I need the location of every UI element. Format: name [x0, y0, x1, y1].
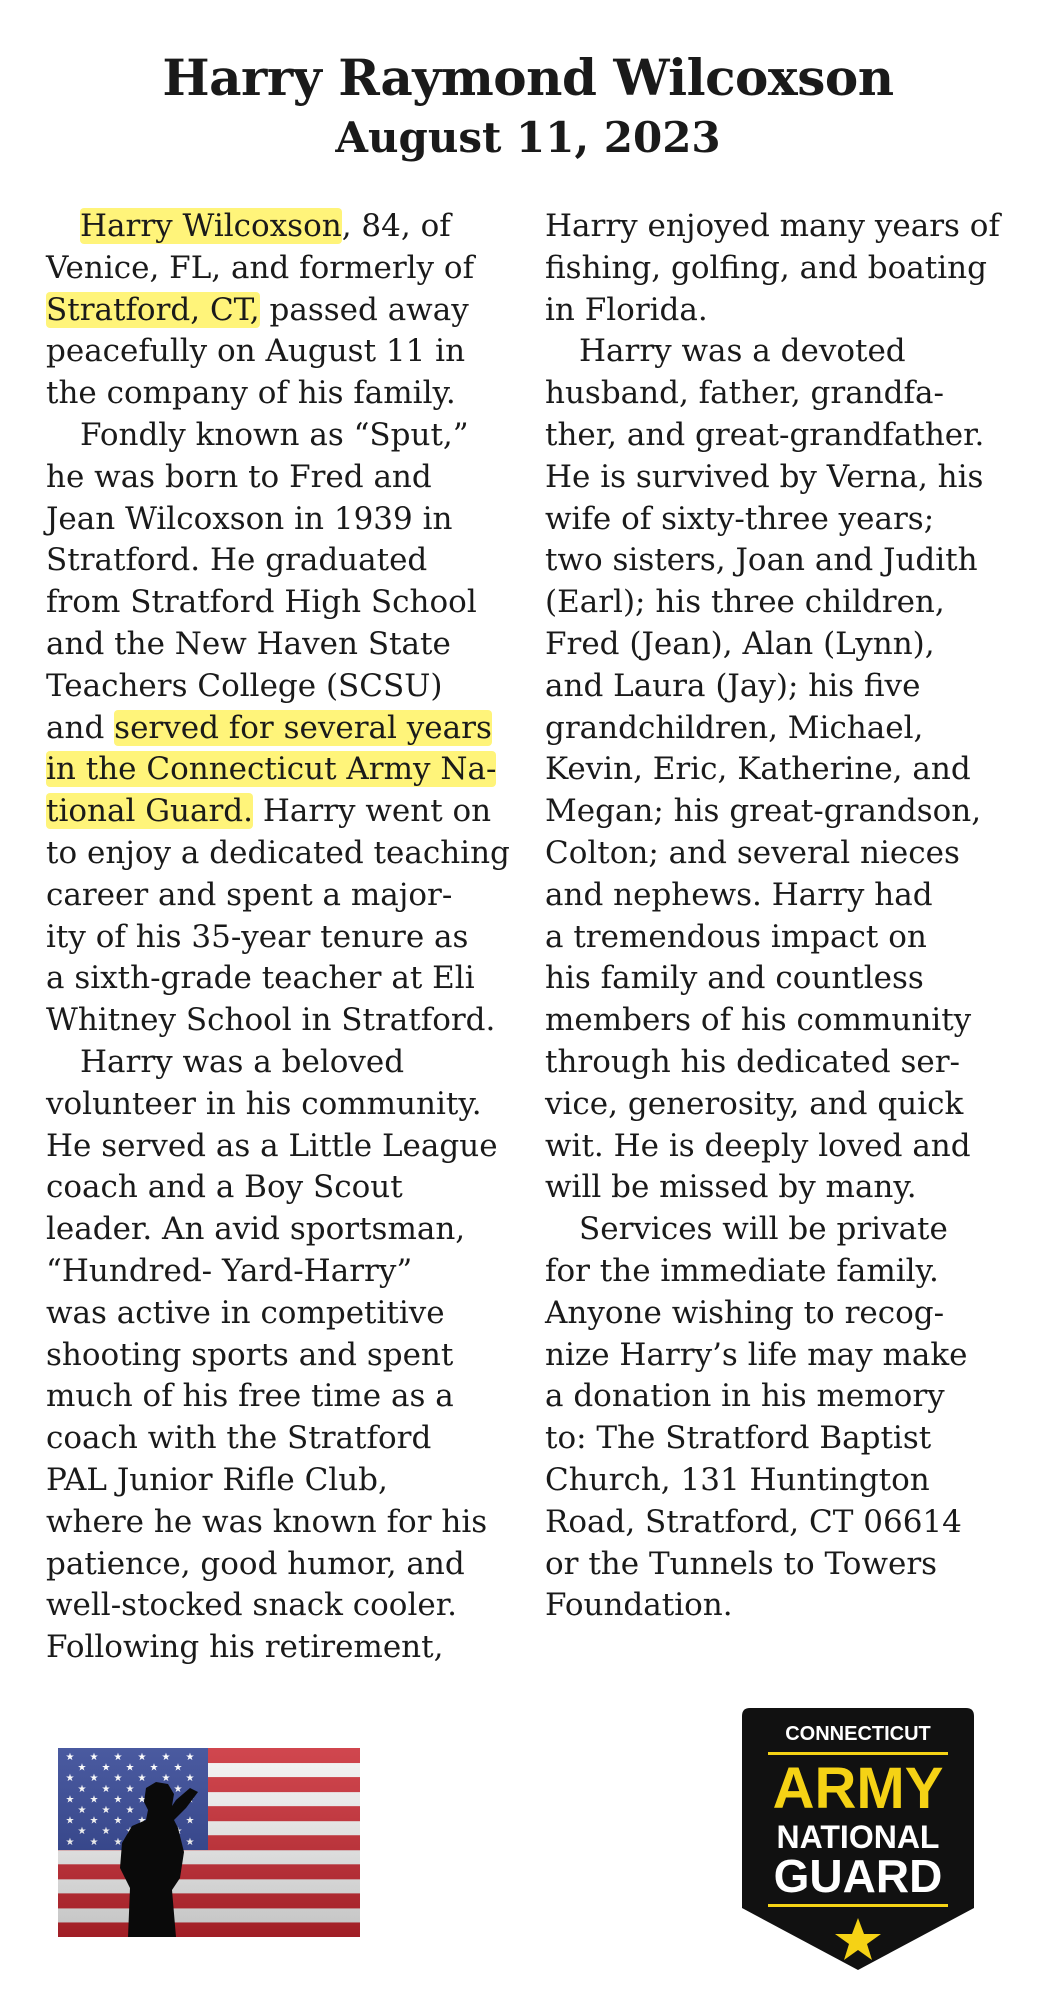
line-text: in Florida.: [545, 291, 708, 328]
text-line: [46, 875, 510, 917]
text-line: [545, 582, 1000, 624]
line-text: well-stocked snack cooler.: [46, 1587, 457, 1624]
text-line: [545, 1418, 1000, 1460]
text-line: [545, 917, 1000, 959]
text-line: [46, 540, 510, 582]
text-line: [545, 1251, 1000, 1293]
text-line: [545, 958, 1000, 1000]
text-line: [46, 331, 510, 373]
text-line: [545, 415, 1000, 457]
text-line: [46, 1460, 510, 1502]
text-line: [46, 499, 510, 541]
text-line: [46, 1376, 510, 1418]
text-line: [46, 666, 510, 708]
line-text: passed away: [259, 291, 469, 328]
text-line: [545, 1502, 1000, 1544]
line-text: for the immediate family.: [545, 1252, 939, 1289]
line-text: nize Harry’s life may make: [545, 1336, 968, 1373]
text-line: [545, 1544, 1000, 1586]
line-text: “Hundred- Yard-Harry”: [46, 1252, 413, 1289]
obituary-date: August 11, 2023: [335, 113, 721, 162]
text-line: [46, 1293, 510, 1335]
text-line: [545, 373, 1000, 415]
text-line: [46, 833, 510, 875]
line-text: Following his retirement,: [46, 1629, 444, 1666]
text-line: [46, 708, 510, 750]
text-line: [46, 457, 510, 499]
text-line: [545, 791, 1000, 833]
text-line: [46, 1418, 510, 1460]
line-text: Harry was a devoted: [579, 333, 906, 370]
line-text: Venice, FL, and formerly of: [46, 249, 475, 286]
text-line: [46, 1585, 510, 1627]
line-text: and Laura (Jay); his five: [545, 667, 921, 704]
line-text: fishing, golfing, and boating: [545, 249, 987, 286]
line-text: his family and countless: [545, 960, 924, 997]
text-line: [46, 1209, 510, 1251]
text-line: [545, 1084, 1000, 1126]
text-line: [46, 290, 510, 332]
line-text: wit. He is deeply loved and: [545, 1127, 971, 1164]
text-line: [545, 1293, 1000, 1335]
badge-line-army: ARMY: [772, 1756, 944, 1821]
text-line: [46, 1544, 510, 1586]
line-text: to enjoy a dedicated teaching: [46, 834, 510, 871]
line-text: to: The Stratford Baptist: [545, 1420, 932, 1457]
line-text: ity of his 35-year tenure as: [46, 918, 469, 955]
text-line: [46, 749, 510, 791]
text-line: [46, 1167, 510, 1209]
text-line: [545, 708, 1000, 750]
line-text: through his dedicated ser-: [545, 1043, 961, 1080]
text-line: [545, 499, 1000, 541]
line-text: and: [46, 709, 115, 746]
line-text: shooting sports and spent: [46, 1336, 454, 1373]
line-text: Whitney School in Stratford.: [46, 1002, 496, 1039]
highlighted-text: served for several years: [114, 709, 492, 746]
text-line: [545, 666, 1000, 708]
line-text: He is survived by Verna, his: [545, 458, 984, 495]
line-text: Stratford. He graduated: [46, 542, 428, 579]
line-text: coach and a Boy Scout: [46, 1169, 403, 1206]
text-line: [545, 457, 1000, 499]
line-text: and the New Haven State: [46, 625, 451, 662]
line-text: Anyone wishing to recog-: [545, 1294, 945, 1331]
text-line: [545, 248, 1000, 290]
badge-line-connecticut: CONNECTICUT: [785, 1723, 931, 1745]
text-line: [46, 1042, 510, 1084]
text-line: [545, 540, 1000, 582]
text-line: [545, 1000, 1000, 1042]
text-line: [46, 917, 510, 959]
text-line: [46, 1000, 510, 1042]
line-text: vice, generosity, and quick: [545, 1085, 964, 1122]
line-text: peacefully on August 11 in: [46, 333, 466, 370]
american-flag-icon: [58, 1748, 360, 1937]
text-line: [46, 1251, 510, 1293]
army-national-guard-badge: [742, 1708, 974, 1970]
text-line: [545, 206, 1000, 248]
text-line: [46, 206, 510, 248]
highlighted-text: tional Guard.: [46, 793, 253, 830]
text-line: [545, 875, 1000, 917]
line-text: ther, and great-grandfather.: [545, 416, 985, 453]
text-line: [545, 624, 1000, 666]
line-text: Harry went on: [252, 793, 492, 830]
highlighted-text: in the Connecticut Army Na-: [46, 751, 497, 788]
line-text: PAL Junior Rifle Club,: [46, 1461, 388, 1498]
line-text: where he was known for his: [46, 1503, 488, 1540]
line-text: husband, father, grandfa-: [545, 375, 944, 412]
text-line: [545, 833, 1000, 875]
line-text: Teachers College (SCSU): [46, 667, 443, 704]
text-line: [46, 1627, 510, 1669]
right-text-column: [545, 206, 1000, 1627]
highlighted-text: Stratford, CT,: [46, 291, 260, 328]
line-text: Harry enjoyed many years of: [545, 208, 1000, 244]
text-line: [46, 1084, 510, 1126]
text-line: [545, 331, 1000, 373]
text-line: [46, 1502, 510, 1544]
line-text: Services will be private: [579, 1211, 948, 1248]
line-text: Fondly known as “Sput,”: [80, 416, 469, 453]
text-line: [545, 749, 1000, 791]
text-line: [545, 1167, 1000, 1209]
line-text: patience, good humor, and: [46, 1545, 465, 1582]
text-line: [545, 1376, 1000, 1418]
flag-soldier-image: [58, 1748, 360, 1937]
line-text: leader. An avid sportsman,: [46, 1211, 466, 1248]
line-text: the company of his family.: [46, 375, 456, 412]
text-line: [46, 958, 510, 1000]
line-text: he was born to Fred and: [46, 458, 432, 495]
text-line: [545, 1335, 1000, 1377]
line-text: Harry was a beloved: [80, 1043, 405, 1080]
text-line: [545, 1042, 1000, 1084]
line-text: Megan; his great-grandson,: [545, 793, 982, 830]
line-text: Jean Wilcoxson in 1939 in: [46, 500, 453, 537]
line-text: members of his community: [545, 1002, 972, 1039]
badge-line-guard: GUARD: [773, 1850, 943, 1902]
line-text: will be missed by many.: [545, 1169, 917, 1206]
text-line: [545, 1460, 1000, 1502]
line-text: grandchildren, Michael,: [545, 709, 924, 746]
text-line: [46, 1335, 510, 1377]
line-text: (Earl); his three children,: [545, 584, 945, 621]
line-text: much of his free time as a: [46, 1378, 454, 1415]
line-text: He served as a Little League: [46, 1127, 498, 1164]
line-text: Road, Stratford, CT 06614: [545, 1503, 962, 1540]
line-text: Kevin, Eric, Katherine, and: [545, 751, 971, 788]
text-line: [46, 791, 510, 833]
line-text: from Stratford High School: [46, 584, 477, 621]
line-text: a donation in his memory: [545, 1378, 945, 1415]
line-text: and nephews. Harry had: [545, 876, 933, 913]
line-text: volunteer in his community.: [46, 1085, 482, 1122]
line-text: was active in competitive: [46, 1294, 445, 1331]
line-text: a tremendous impact on: [545, 918, 927, 955]
text-line: [46, 582, 510, 624]
text-line: [46, 373, 510, 415]
badge-line-national: NATIONAL: [776, 1819, 940, 1855]
line-text: Fred (Jean), Alan (Lynn),: [545, 625, 935, 662]
text-line: [545, 1585, 1000, 1627]
left-text-column: [46, 206, 510, 1669]
line-text: wife of sixty-three years;: [545, 500, 935, 537]
text-line: [46, 248, 510, 290]
line-text: Foundation.: [545, 1587, 733, 1624]
text-line: [545, 1209, 1000, 1251]
text-line: [46, 624, 510, 666]
line-text: Colton; and several nieces: [545, 834, 960, 871]
text-line: [46, 1126, 510, 1168]
line-text: coach with the Stratford: [46, 1420, 432, 1457]
highlighted-text: Harry Wilcoxson: [80, 208, 342, 244]
line-text: Church, 131 Huntington: [545, 1461, 930, 1498]
line-text: career and spent a major-: [46, 876, 453, 913]
text-line: [46, 415, 510, 457]
line-text: or the Tunnels to Towers: [545, 1545, 938, 1582]
line-text: , 84, of: [341, 208, 451, 244]
line-text: a sixth-grade teacher at Eli: [46, 960, 475, 997]
text-line: [545, 1126, 1000, 1168]
line-text: two sisters, Joan and Judith: [545, 542, 978, 579]
obituary-title: Harry Raymond Wilcoxson: [162, 48, 894, 107]
text-line: [545, 290, 1000, 332]
